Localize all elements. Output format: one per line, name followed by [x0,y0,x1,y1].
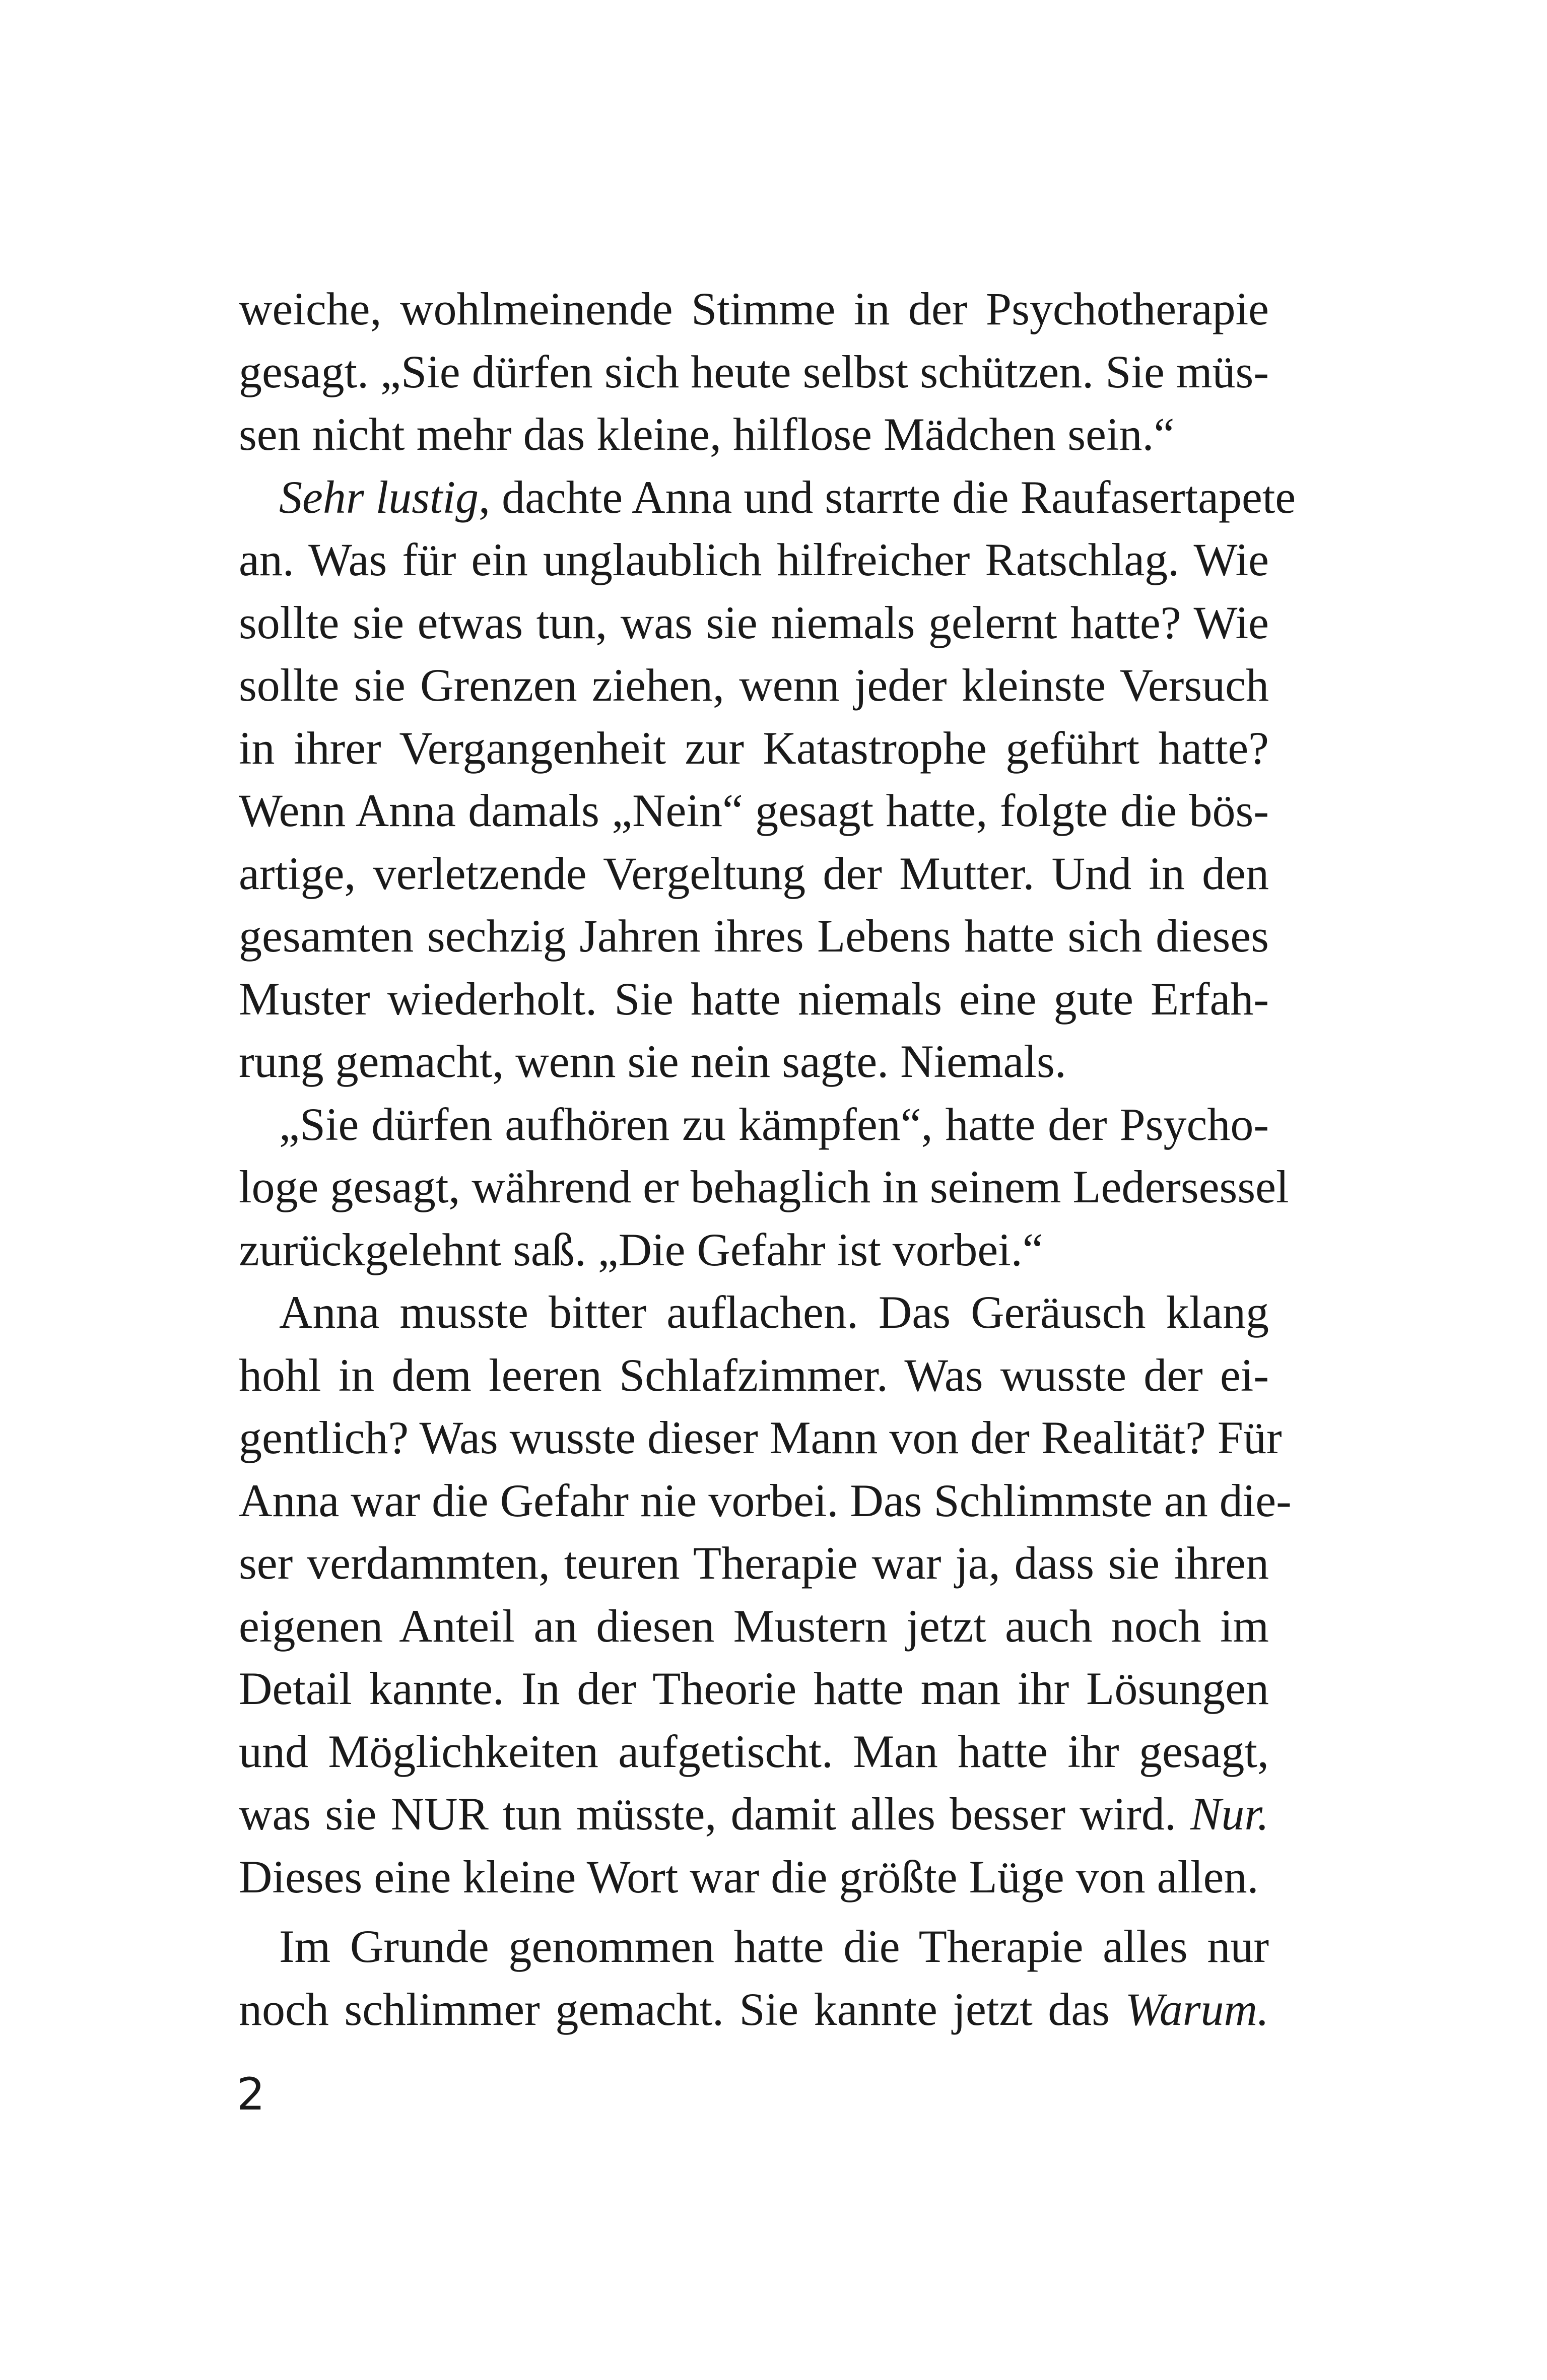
text-line: zurückgelehnt saß. „Die Gefahr ist vorbei.“ [239,1223,1043,1275]
text-line [239,1783,1269,1846]
text-line: Wenn Anna damals „Nein“ gesagt hatte, folgte die bös- [239,785,1269,836]
text-line: und Möglichkeiten aufgetischt. Man hatte ihr gesagt, [239,1725,1269,1777]
text-line: Anna musste bitter auflachen. Das Geräusch klang [279,1286,1269,1338]
text-line: ser verdammten, teuren Therapie war ja, dass sie ihren [239,1537,1269,1589]
text-line: Dieses eine kleine Wort war die größte Lüge von allen. [239,1851,1259,1902]
text-line: Detail kannte. In der Theorie hatte man ihr Lösungen [239,1663,1269,1714]
emphasis-text: Sehr lustig [279,471,479,523]
text-line: eigenen Anteil an diesen Mustern jetzt auch noch im [239,1600,1269,1652]
text-line: gesamten sechzig Jahren ihres Lebens hatte sich dieses [239,910,1269,962]
section-gap [239,1908,1269,1915]
text-line: in ihrer Vergangenheit zur Katastrophe geführt hatte? [239,722,1269,774]
text-line: hohl in dem leeren Schlafzimmer. Was wusste der ei- [239,1349,1269,1401]
paragraph-2 [239,466,1296,1093]
text-line: artige, verletzende Vergeltung der Mutter. Und in den [239,847,1269,899]
emphasis-text: Warum. [1125,1983,1269,2035]
paragraph-5 [239,1915,1269,2041]
text-segment: , dachte Anna und starrte die Raufasertapete [479,471,1296,523]
text-line: Im Grunde genommen hatte die Therapie alles nur [279,1921,1269,1972]
paragraph-3 [239,1093,1289,1281]
page-number: 2 [237,2068,265,2120]
text-line: rung gemacht, wenn sie nein sagte. Niemals. [239,1036,1066,1087]
text-line: loge gesagt, während er behaglich in seinem Ledersessel [239,1161,1289,1212]
text-line: gentlich? Was wusste dieser Mann von der Realität? Für [239,1412,1282,1463]
text-segment: was sie NUR tun müsste, damit alles besser wird. [239,1788,1176,1840]
paragraph-1 [239,278,1269,466]
text-line: sollte sie etwas tun, was sie niemals gelernt hatte? Wie [239,596,1269,648]
text-line: sen nicht mehr das kleine, hilflose Mädchen sein.“ [239,409,1175,460]
text-line [239,466,1296,529]
text-line: sollte sie Grenzen ziehen, wenn jeder kleinste Versuch [239,659,1269,711]
text-line: „Sie dürfen aufhören zu kämpfen“, hatte der Psycho- [279,1098,1269,1150]
text-line: gesagt. „Sie dürfen sich heute selbst schützen. Sie müs- [239,346,1269,397]
text-segment: noch schlimmer gemacht. Sie kannte jetzt das [239,1983,1110,2035]
book-page-body [239,278,1296,2041]
text-line [239,1978,1269,2041]
emphasis-text: Nur. [1190,1788,1269,1840]
paragraph-4 [239,1281,1292,1908]
text-line: an. Was für ein unglaublich hilfreicher Ratschlag. Wie [239,534,1269,585]
text-line: Muster wiederholt. Sie hatte niemals eine gute Erfah- [239,973,1269,1025]
text-line: weiche, wohlmeinende Stimme in der Psychotherapie [239,283,1269,334]
text-line: Anna war die Gefahr nie vorbei. Das Schlimmste an die- [239,1474,1292,1526]
